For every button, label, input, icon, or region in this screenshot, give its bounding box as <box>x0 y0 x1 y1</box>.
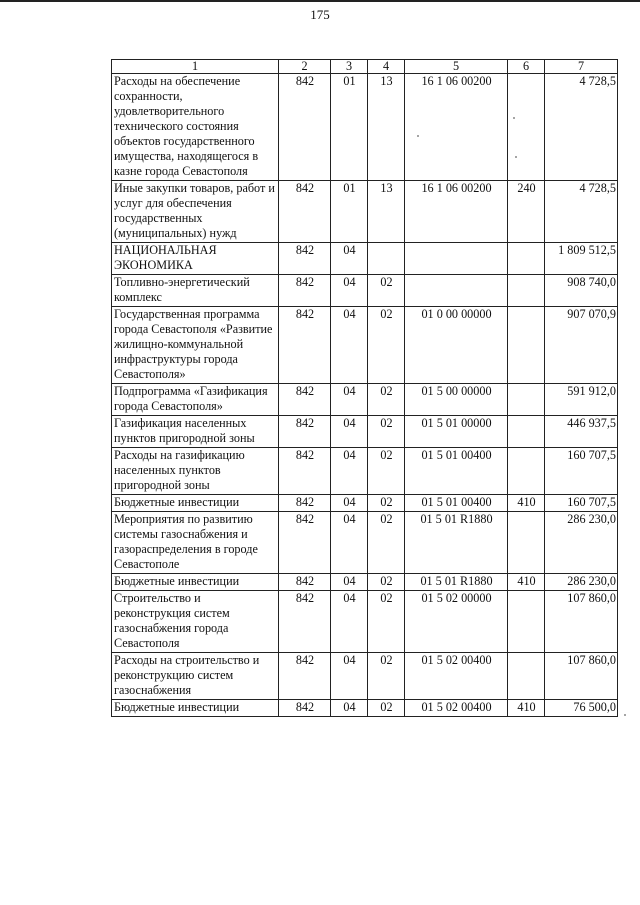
cell-target-code: 01 5 02 00400 <box>405 653 508 700</box>
cell-expense-type: 410 <box>508 574 545 591</box>
column-header: 3 <box>331 60 368 74</box>
cell-subsection: 02 <box>368 512 405 574</box>
table-row <box>112 448 618 495</box>
cell-amount: 76 500,0 <box>545 700 618 717</box>
row-name: Подпрограмма «Газификация города Севастополя» <box>112 384 279 416</box>
column-header: 1 <box>112 60 279 74</box>
cell-amount: 908 740,0 <box>545 275 618 307</box>
row-name: Расходы на газификацию населенных пунктов пригородной зоны <box>112 448 279 495</box>
cell-subsection: 13 <box>368 74 405 181</box>
cell-amount: 160 707,5 <box>545 448 618 495</box>
cell-expense-type <box>508 243 545 275</box>
cell-target-code: 01 5 01 00400 <box>405 495 508 512</box>
cell-amount: 4 728,5 <box>545 74 618 181</box>
cell-section: 04 <box>331 591 368 653</box>
page-number: 175 <box>310 7 330 22</box>
cell-target-code: 01 5 01 00400 <box>405 448 508 495</box>
cell-ministry-code: 842 <box>279 243 331 275</box>
cell-ministry-code: 842 <box>279 74 331 181</box>
cell-subsection: 02 <box>368 448 405 495</box>
table-row <box>112 275 618 307</box>
row-name: НАЦИОНАЛЬНАЯ ЭКОНОМИКА <box>112 243 279 275</box>
scan-speck <box>515 156 517 158</box>
cell-target-code: 16 1 06 00200 <box>405 74 508 181</box>
cell-section: 04 <box>331 416 368 448</box>
cell-amount: 107 860,0 <box>545 591 618 653</box>
row-name: Мероприятия по развитию системы газоснабжения и газораспределения в городе Севастополе <box>112 512 279 574</box>
table-row <box>112 574 618 591</box>
cell-expense-type <box>508 416 545 448</box>
cell-ministry-code: 842 <box>279 181 331 243</box>
cell-subsection <box>368 243 405 275</box>
cell-target-code: 16 1 06 00200 <box>405 181 508 243</box>
cell-target-code <box>405 275 508 307</box>
cell-amount: 286 230,0 <box>545 574 618 591</box>
cell-ministry-code: 842 <box>279 591 331 653</box>
column-header: 7 <box>545 60 618 74</box>
column-header: 2 <box>279 60 331 74</box>
cell-amount: 107 860,0 <box>545 653 618 700</box>
cell-ministry-code: 842 <box>279 275 331 307</box>
cell-amount: 160 707,5 <box>545 495 618 512</box>
cell-target-code: 01 0 00 00000 <box>405 307 508 384</box>
cell-target-code <box>405 243 508 275</box>
scan-speck <box>417 135 419 137</box>
cell-section: 04 <box>331 384 368 416</box>
cell-expense-type <box>508 74 545 181</box>
table-row <box>112 384 618 416</box>
cell-subsection: 02 <box>368 384 405 416</box>
cell-subsection: 02 <box>368 653 405 700</box>
table-row <box>112 653 618 700</box>
column-header: 4 <box>368 60 405 74</box>
cell-expense-type <box>508 275 545 307</box>
cell-ministry-code: 842 <box>279 307 331 384</box>
scan-speck <box>513 117 515 119</box>
row-name: Бюджетные инвестиции <box>112 495 279 512</box>
cell-subsection: 02 <box>368 574 405 591</box>
row-name: Топливно-энергетический комплекс <box>112 275 279 307</box>
cell-target-code: 01 5 02 00000 <box>405 591 508 653</box>
cell-ministry-code: 842 <box>279 384 331 416</box>
cell-section: 04 <box>331 495 368 512</box>
table-row <box>112 512 618 574</box>
cell-subsection: 02 <box>368 591 405 653</box>
cell-amount: 907 070,9 <box>545 307 618 384</box>
row-name: Расходы на обеспечение сохранности, удовлетворительного технического состояния объектов государственного имущества, находящегося в казне города Севастополя <box>112 74 279 181</box>
cell-expense-type: 240 <box>508 181 545 243</box>
table-row <box>112 307 618 384</box>
header-row <box>112 60 618 74</box>
row-name: Государственная программа города Севастополя «Развитие жилищно-коммунальной инфраструктуры города Севастополя» <box>112 307 279 384</box>
cell-section: 04 <box>331 512 368 574</box>
cell-expense-type <box>508 512 545 574</box>
cell-expense-type <box>508 307 545 384</box>
row-name: Строительство и реконструкция систем газоснабжения города Севастополя <box>112 591 279 653</box>
cell-section: 04 <box>331 448 368 495</box>
cell-expense-type: 410 <box>508 700 545 717</box>
cell-expense-type <box>508 653 545 700</box>
row-name: Иные закупки товаров, работ и услуг для обеспечения государственных (муниципальных) нужд <box>112 181 279 243</box>
cell-subsection: 02 <box>368 495 405 512</box>
cell-section: 04 <box>331 700 368 717</box>
cell-ministry-code: 842 <box>279 653 331 700</box>
cell-section: 01 <box>331 181 368 243</box>
scan-speck <box>624 714 626 716</box>
cell-section: 04 <box>331 574 368 591</box>
cell-expense-type <box>508 448 545 495</box>
cell-expense-type <box>508 591 545 653</box>
row-name: Бюджетные инвестиции <box>112 574 279 591</box>
cell-subsection: 02 <box>368 307 405 384</box>
row-name: Газификация населенных пунктов пригородной зоны <box>112 416 279 448</box>
cell-subsection: 02 <box>368 275 405 307</box>
table-row <box>112 181 618 243</box>
cell-target-code: 01 5 02 00400 <box>405 700 508 717</box>
cell-section: 01 <box>331 74 368 181</box>
cell-amount: 4 728,5 <box>545 181 618 243</box>
cell-ministry-code: 842 <box>279 448 331 495</box>
cell-ministry-code: 842 <box>279 512 331 574</box>
table-row <box>112 591 618 653</box>
cell-expense-type <box>508 384 545 416</box>
cell-section: 04 <box>331 243 368 275</box>
cell-amount: 286 230,0 <box>545 512 618 574</box>
table-row <box>112 74 618 181</box>
cell-target-code: 01 5 01 R1880 <box>405 574 508 591</box>
cell-target-code: 01 5 00 00000 <box>405 384 508 416</box>
cell-amount: 1 809 512,5 <box>545 243 618 275</box>
cell-subsection: 02 <box>368 416 405 448</box>
cell-section: 04 <box>331 275 368 307</box>
cell-amount: 591 912,0 <box>545 384 618 416</box>
column-header: 6 <box>508 60 545 74</box>
cell-ministry-code: 842 <box>279 495 331 512</box>
table-row <box>112 495 618 512</box>
cell-subsection: 02 <box>368 700 405 717</box>
cell-subsection: 13 <box>368 181 405 243</box>
cell-section: 04 <box>331 307 368 384</box>
row-name: Расходы на строительство и реконструкцию систем газоснабжения <box>112 653 279 700</box>
row-name: Бюджетные инвестиции <box>112 700 279 717</box>
cell-expense-type: 410 <box>508 495 545 512</box>
table-row <box>112 700 618 717</box>
cell-ministry-code: 842 <box>279 700 331 717</box>
cell-ministry-code: 842 <box>279 416 331 448</box>
cell-ministry-code: 842 <box>279 574 331 591</box>
cell-target-code: 01 5 01 R1880 <box>405 512 508 574</box>
column-header: 5 <box>405 60 508 74</box>
budget-table <box>111 59 618 717</box>
table-row <box>112 243 618 275</box>
cell-amount: 446 937,5 <box>545 416 618 448</box>
cell-target-code: 01 5 01 00000 <box>405 416 508 448</box>
cell-section: 04 <box>331 653 368 700</box>
scan-top-edge <box>0 0 640 2</box>
table-row <box>112 416 618 448</box>
